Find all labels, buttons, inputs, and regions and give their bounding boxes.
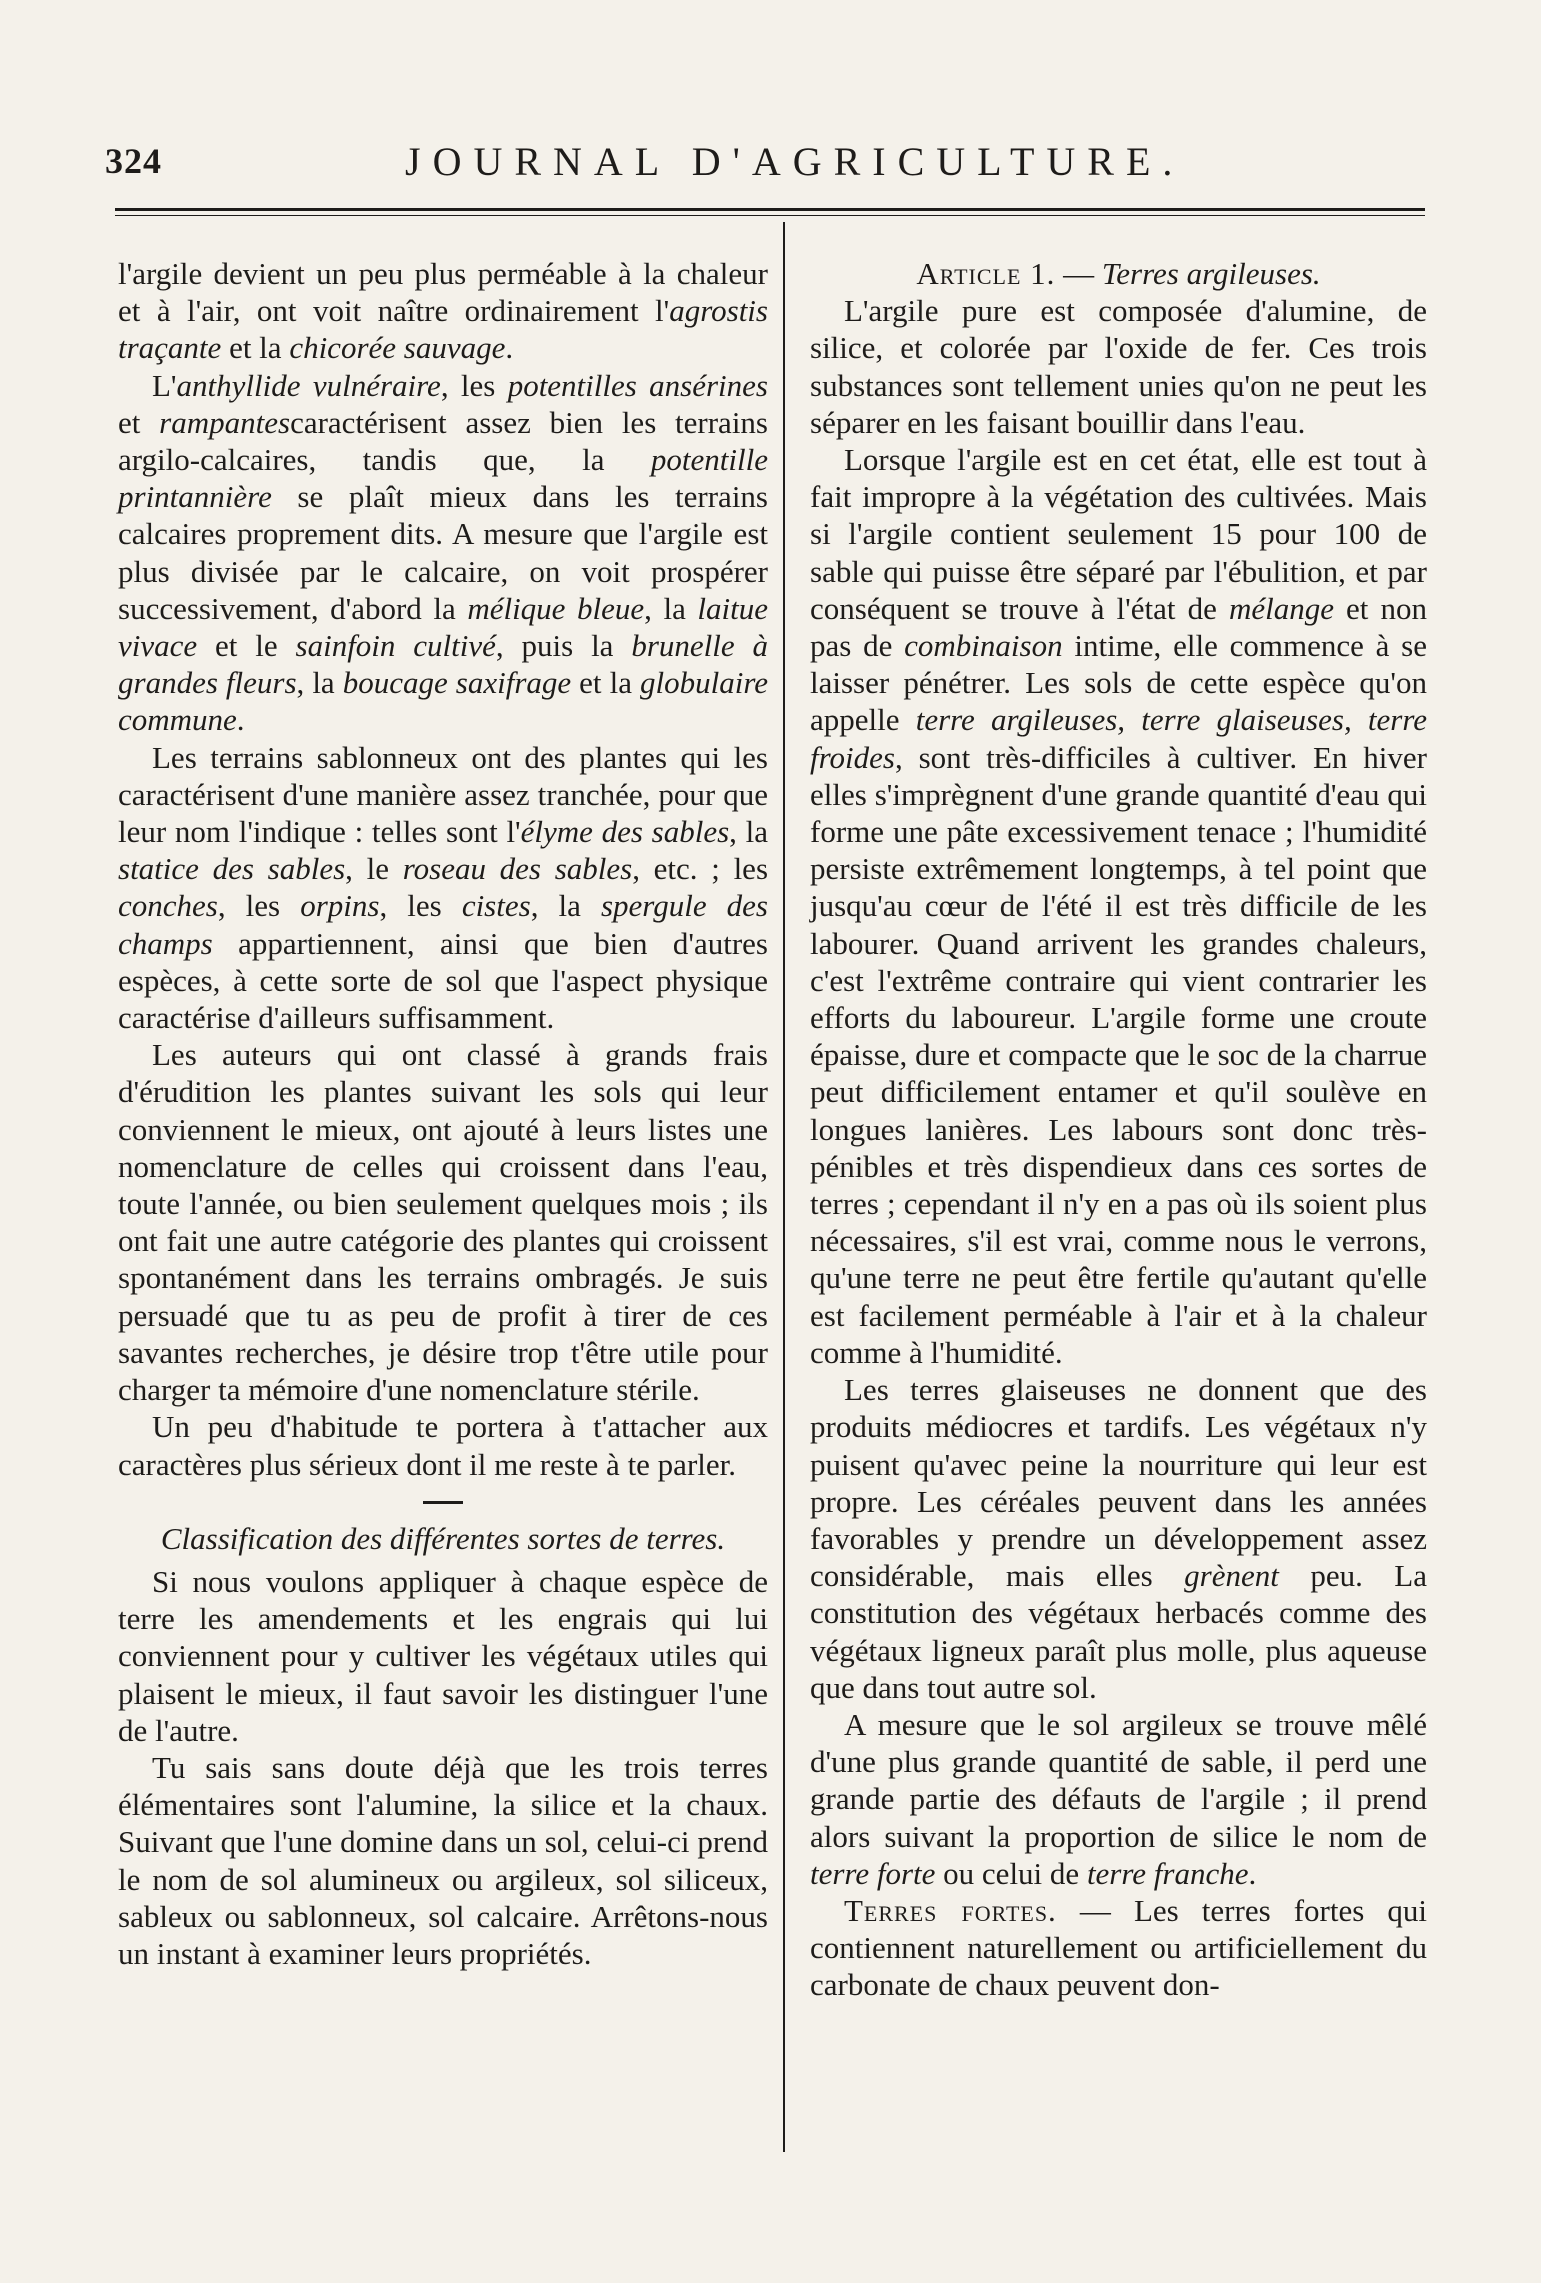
article-heading: Article 1. — Terres argileuses. <box>916 256 1321 291</box>
paragraph: Tu sais sans doute déjà que les trois terres élémentaires sont l'alumine, la silice et la chaux. Suivant que l'une domine dans un sol, celui-ci prend le nom de sol alumineux ou argileux, sol siliceux, sableux ou sablonneux, sol calcaire. Arrêtons-nous un instant à examiner leurs propriétés. <box>118 1749 768 1971</box>
page-number: 324 <box>105 141 162 181</box>
paragraph: Les terrains sablonneux ont des plantes qui les caractérisent d'une manière assez tranchée, pour que leur nom l'indique : telles sont l'élyme des sables, la statice des sables, le roseau des sables, etc. ; les conches, les orpins, les cistes, la spergule des champs appartiennent, ainsi que bien d'autres espèces, à cette sorte de sol que l'aspect physique caractérise d'ailleurs suffisamment. <box>118 739 769 1036</box>
paragraph: Lorsque l'argile est en cet état, elle est tout à fait impropre à la végétation des cultivées. Mais si l'argile contient seulement 15 pour 100 de sable qui puisse être séparé par l'ébulition, et par conséquent se trouve à l'état de mélange et non pas de combinaison intime, elle commence à se laisser pénétrer. Les sols de cette espèce qu'on appelle terre argileuses, terre glaiseuses, terre froides, sont très-difficiles à cultiver. En hiver elles s'imprègnent d'une grande quantité d'eau qui forme une pâte excessivement tenace ; l'humidité persiste extrêmement longtemps, à tel point que jusqu'au cœur de l'été il est très difficile de les labourer. Quand arrivent les grandes chaleurs, c'est l'extrême contraire qui vient contrarier les efforts du laboureur. L'argile forme une croute épaisse, dure et compacte que le soc de la charrue peut difficilement entamer et qu'il soulève en longues lanières. Les labours sont donc très-pénibles et très dispendieux dans ces sortes de terres ; cependant il n'y en a pas où ils soient plus nécessaires, s'il est vrai, comme nous le verrons, qu'une terre ne peut être fertile qu'autant qu'elle est facilement perméable à l'air et à la chaleur comme à l'humidité. <box>810 442 1428 1370</box>
paragraph: Un peu d'habitude te portera à t'attacher aux caractères plus sérieux dont il me reste à te parler. <box>118 1409 768 1482</box>
paragraph: Terres fortes. — Les terres fortes qui contiennent naturellement ou artificiellement du carbonate de chaux peuvent don- <box>810 1892 1427 2003</box>
paragraph: l'argile devient un peu plus perméable à la chaleur et à l'air, ont voit naître ordinairement l'agrostis traçante et la chicorée sauvage. <box>118 256 768 366</box>
section-separator <box>423 1501 463 1504</box>
paragraph: Les auteurs qui ont classé à grands frais d'érudition les plantes suivant les sols qui leur conviennent le mieux, ont ajouté à leurs listes une nomenclature de celles qui croissent dans l'eau, toute l'année, ou bien seulement quelques mois ; ils ont fait une autre catégorie des plantes qui croissent spontanément dans les terrains ombragés. Je suis persuadé que tu as peu de profit à tirer de ces savantes recherches, je désire trop t'être utile pour charger ta mémoire d'une nomenclature stérile. <box>118 1037 768 1408</box>
header-rule-thin <box>115 215 1425 216</box>
left-column <box>118 255 768 1972</box>
paragraph: Si nous voulons appliquer à chaque espèce de terre les amendements et les engrais qui lui conviennent pour y cultiver les végétaux utiles qui plaisent le mieux, il faut savoir les distinguer l'une de l'autre. <box>118 1563 768 1748</box>
paragraph: Les terres glaiseuses ne donnent que des produits médiocres et tardifs. Les végétaux n'y puisent qu'avec peine la nourriture qui leur est propre. Les céréales peuvent dans les années favorables y prendre un développement assez considérable, mais elles grènent peu. La constitution des végétaux herbacés comme des végétaux ligneux paraît plus molle, plus aqueuse que dans tout autre sol. <box>810 1372 1427 1705</box>
paragraph: L'anthyllide vulnéraire, les potentilles ansérines et rampantescaractérisent assez bien les terrains argilo-calcaires, tandis que, la potentille printannière se plaît mieux dans les terrains calcaires proprement dits. A mesure que l'argile est plus divisée par le calcaire, on voit prospérer successivement, d'abord la mélique bleue, la laitue vivace et le sainfoin cultivé, puis la brunelle à grandes fleurs, la boucage saxifrage et la globulaire commune. <box>118 367 768 738</box>
section-title: Classification des différentes sortes de terres. <box>160 1520 726 1556</box>
column-divider <box>783 222 785 2152</box>
paragraph: A mesure que le sol argileux se trouve mêlé d'une plus grande quantité de sable, il perd une grande partie des défauts de l'argile ; il prend alors suivant la proportion de silice le nom de terre forte ou celui de terre franche. <box>810 1706 1427 1891</box>
paragraph: L'argile pure est composée d'alumine, de silice, et colorée par l'oxide de fer. Ces trois substances sont tellement unies qu'on ne peut les séparer en les faisant bouillir dans l'eau. <box>810 293 1427 440</box>
page-header <box>105 128 1435 188</box>
running-title: JOURNAL D'AGRICULTURE. <box>405 139 1185 184</box>
right-column <box>810 255 1427 2004</box>
header-rule <box>115 208 1425 211</box>
